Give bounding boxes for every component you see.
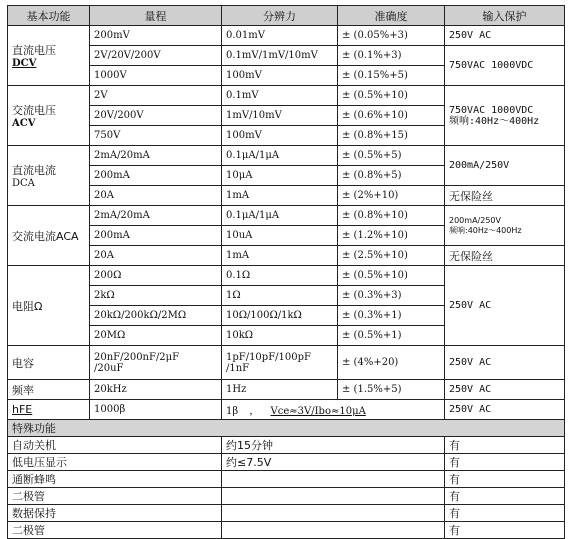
range-cell: 200mV — [90, 26, 222, 46]
range-cell: 2V — [90, 86, 222, 106]
separator: ， — [249, 406, 260, 417]
feature-name: 自动关机 — [8, 437, 222, 454]
range-cell: 2kΩ — [90, 286, 222, 306]
protection-cell: 无保险丝 — [445, 186, 565, 206]
feature-status: 有 — [445, 505, 565, 522]
feature-row — [8, 454, 565, 471]
function-ohm: 电阻Ω — [8, 266, 90, 346]
range-cell: 20A — [90, 246, 222, 266]
function-name: 直流电压 — [12, 44, 56, 57]
protection-line: 200mA/250V — [449, 215, 501, 225]
resolution-cell: 1Hz — [222, 380, 338, 400]
range-cell: 20kHz — [90, 380, 222, 400]
function-name: 交流电压 — [12, 104, 56, 117]
hfe-condition-cell — [222, 400, 445, 420]
resolution-cell: 0.1μA/1μA — [222, 146, 338, 166]
resolution-cell: 0.1mV/1mV/10mV — [222, 46, 338, 66]
protection-cell: 250V AC — [445, 346, 565, 380]
resolution-cell: 1Ω — [222, 286, 338, 306]
protection-cell: 250V AC — [445, 400, 565, 420]
resolution-cell: 0.1Ω — [222, 266, 338, 286]
range-cell: 2mA/20mA — [90, 146, 222, 166]
range-cell: 200Ω — [90, 266, 222, 286]
accuracy-cell: ± (0.3%+1) — [338, 306, 445, 326]
function-name: hFE — [12, 403, 33, 416]
accuracy-cell: ± (2%+10) — [338, 186, 445, 206]
range-cell: 20kΩ/200kΩ/2MΩ — [90, 306, 222, 326]
header-accuracy: 准确度 — [338, 6, 445, 26]
protection-cell: 200mA/250V — [445, 146, 565, 186]
range-cell: 20A — [90, 186, 222, 206]
protection-cell: 750VAC 1000VDC — [445, 46, 565, 86]
range-cell: 200mA — [90, 226, 222, 246]
feature-status: 有 — [445, 488, 565, 505]
header-protection: 输入保护 — [445, 6, 565, 26]
table-row — [8, 86, 565, 106]
protection-cell: 250V AC — [445, 26, 565, 46]
function-capacitance: 电容 — [8, 346, 90, 380]
table-row — [8, 246, 565, 266]
resolution-cell: 10Ω/100Ω/1kΩ — [222, 306, 338, 326]
function-code: DCA — [12, 178, 35, 189]
frequency-response: 频响:40Hz～400Hz — [449, 115, 540, 127]
feature-value — [222, 505, 445, 522]
resolution-cell: 0.1μA/1μA — [222, 206, 338, 226]
table-row — [8, 26, 565, 46]
protection-cell: 250V AC — [445, 266, 565, 346]
resolution-cell: 100mV — [222, 66, 338, 86]
function-dca — [8, 146, 90, 206]
feature-value — [222, 522, 445, 539]
feature-name: 二极管 — [8, 488, 222, 505]
resolution-cell: 1mV/10mV — [222, 106, 338, 126]
function-acv — [8, 86, 90, 146]
accuracy-cell: ± (4%+20) — [338, 346, 445, 380]
spec-table — [7, 5, 565, 539]
protection-cell: 无保险丝 — [445, 246, 565, 266]
feature-row — [8, 471, 565, 488]
feature-status: 有 — [445, 522, 565, 539]
resolution-cell: 1mA — [222, 186, 338, 206]
accuracy-cell: ± (0.1%+3) — [338, 46, 445, 66]
feature-status: 有 — [445, 471, 565, 488]
frequency-response: 频响:40Hz～400Hz — [449, 225, 522, 235]
function-frequency: 频率 — [8, 380, 90, 400]
range-cell: 2V/20V/200V — [90, 46, 222, 66]
range-cell: 2mA/20mA — [90, 206, 222, 226]
range-line: /20uF — [94, 362, 124, 374]
table-row — [8, 46, 565, 66]
accuracy-cell: ± (0.05%+3) — [338, 26, 445, 46]
header-row — [8, 6, 565, 26]
table-row — [8, 266, 565, 286]
test-condition: Vce≈3V/Ibo≈10μA — [270, 406, 366, 417]
header-resolution: 分辨力 — [222, 6, 338, 26]
table-row — [8, 206, 565, 226]
feature-row — [8, 437, 565, 454]
accuracy-cell: ± (0.5%+10) — [338, 266, 445, 286]
accuracy-cell: ± (2.5%+10) — [338, 246, 445, 266]
table-row — [8, 400, 565, 420]
resolution-cell: 10kΩ — [222, 326, 338, 346]
resolution-cell: 0.1mV — [222, 86, 338, 106]
protection-line: 750VAC 1000VDC — [449, 104, 534, 116]
function-name: 直流电流 — [12, 164, 56, 177]
accuracy-cell: ± (0.15%+5) — [338, 66, 445, 86]
resolution-cell: 10uA — [222, 226, 338, 246]
section-header-row — [8, 420, 565, 437]
feature-value: 约≤7.5V — [222, 454, 445, 471]
section-title: 特殊功能 — [8, 420, 565, 437]
range-cell: 20MΩ — [90, 326, 222, 346]
accuracy-cell: ± (0.5%+5) — [338, 146, 445, 166]
table-row — [8, 146, 565, 166]
feature-name: 低电压显示 — [8, 454, 222, 471]
table-row — [8, 346, 565, 380]
resolution-cell: 1mA — [222, 246, 338, 266]
accuracy-cell: ± (0.6%+10) — [338, 106, 445, 126]
accuracy-cell: ± (0.8%+5) — [338, 166, 445, 186]
resolution-cell: 10μA — [222, 166, 338, 186]
range-cell: 1000V — [90, 66, 222, 86]
resolution-value: 1β — [226, 406, 239, 417]
function-dcv — [8, 26, 90, 86]
range-cell: 750V — [90, 126, 222, 146]
resolution-cell — [222, 346, 338, 380]
feature-row — [8, 505, 565, 522]
accuracy-cell: ± (0.5%+1) — [338, 326, 445, 346]
feature-status: 有 — [445, 454, 565, 471]
resolution-line: /1nF — [226, 362, 250, 374]
header-function: 基本功能 — [8, 6, 90, 26]
accuracy-cell: ± (0.5%+10) — [338, 86, 445, 106]
function-code: ACV — [12, 118, 36, 129]
feature-row — [8, 488, 565, 505]
feature-name: 通断蜂鸣 — [8, 471, 222, 488]
feature-status: 有 — [445, 437, 565, 454]
accuracy-cell: ± (1.5%+5) — [338, 380, 445, 400]
resolution-cell: 0.01mV — [222, 26, 338, 46]
feature-value — [222, 471, 445, 488]
header-range: 量程 — [90, 6, 222, 26]
feature-name: 二极管 — [8, 522, 222, 539]
accuracy-cell: ± (0.8%+10) — [338, 206, 445, 226]
feature-name: 数据保持 — [8, 505, 222, 522]
range-cell — [90, 346, 222, 380]
range-line: 20nF/200nF/2μF — [94, 351, 180, 363]
feature-row — [8, 522, 565, 539]
range-cell: 20V/200V — [90, 106, 222, 126]
resolution-line: 1pF/10pF/100pF — [226, 351, 311, 363]
accuracy-cell: ± (1.2%+10) — [338, 226, 445, 246]
table-row — [8, 380, 565, 400]
accuracy-cell: ± (0.8%+15) — [338, 126, 445, 146]
range-cell: 1000β — [90, 400, 222, 420]
table-row — [8, 186, 565, 206]
protection-cell — [445, 206, 565, 246]
feature-value — [222, 488, 445, 505]
range-cell: 200mA — [90, 166, 222, 186]
feature-value: 约15分钟 — [222, 437, 445, 454]
function-aca: 交流电流ACA — [8, 206, 90, 266]
protection-cell — [445, 86, 565, 146]
function-code: DCV — [12, 58, 37, 69]
protection-cell: 250V AC — [445, 380, 565, 400]
function-hfe — [8, 400, 90, 420]
accuracy-cell: ± (0.3%+3) — [338, 286, 445, 306]
resolution-cell: 100mV — [222, 126, 338, 146]
